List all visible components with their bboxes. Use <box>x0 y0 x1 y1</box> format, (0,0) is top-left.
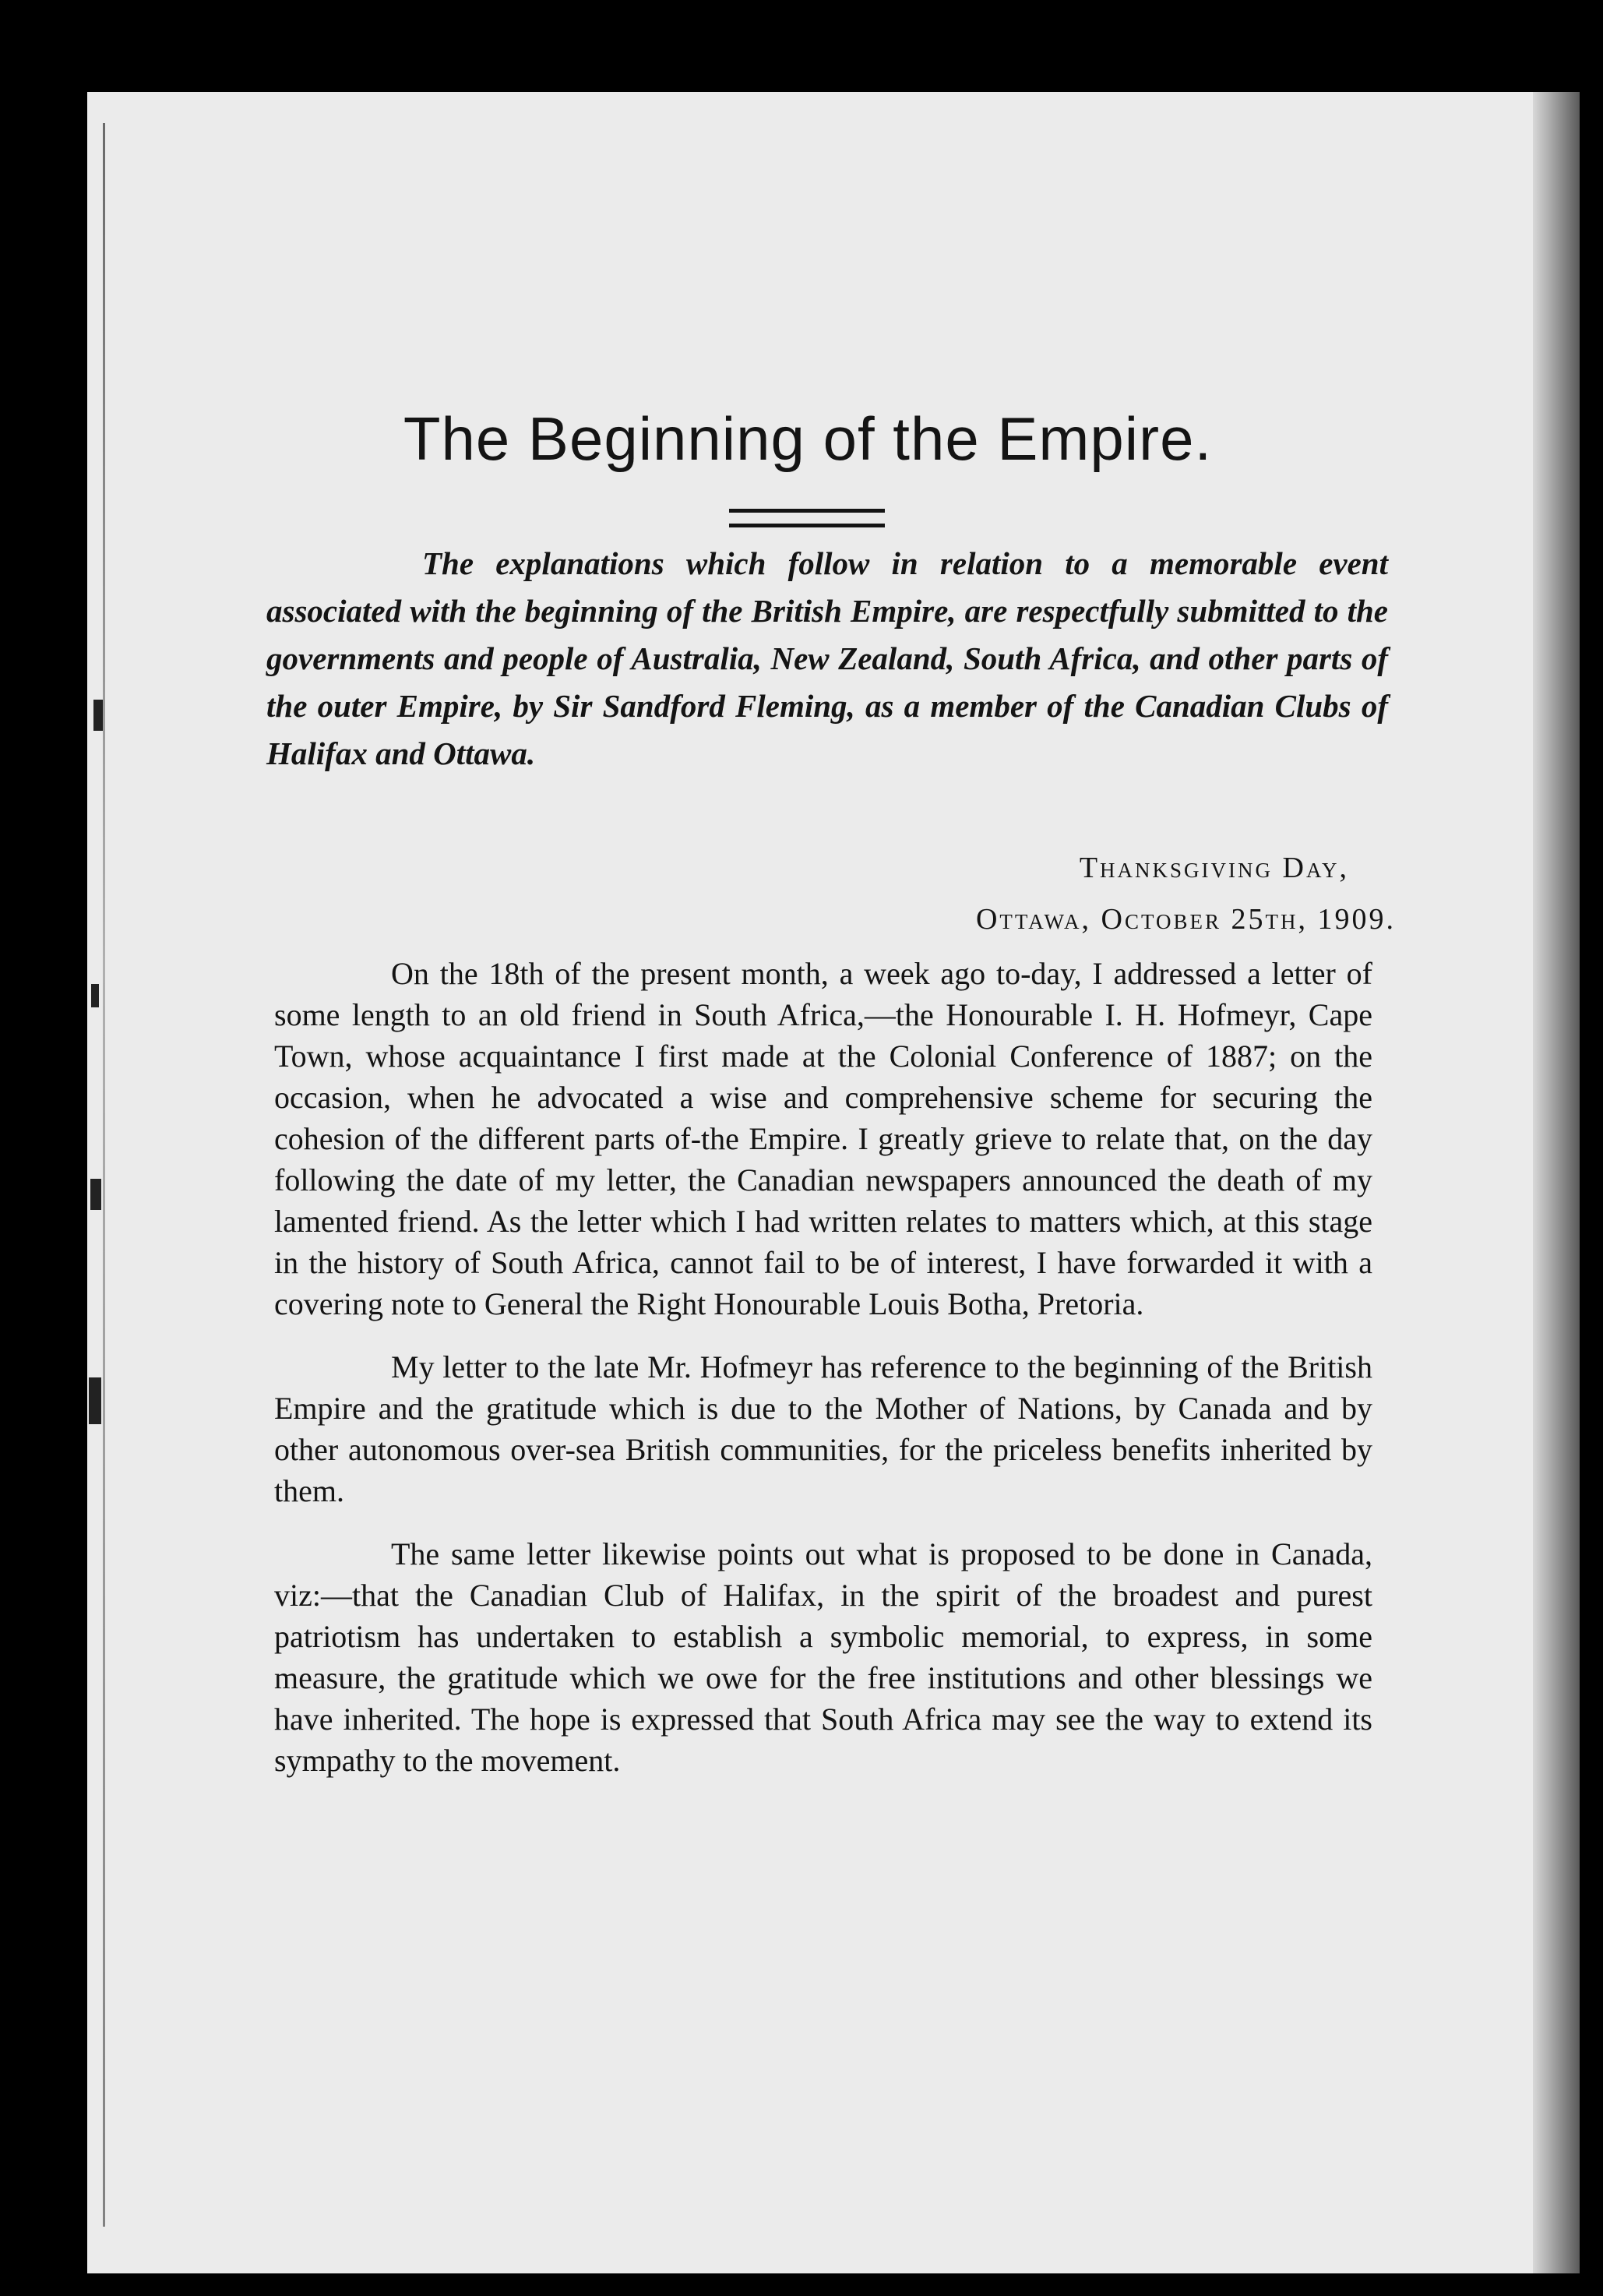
margin-line <box>103 123 105 2227</box>
margin-mark <box>90 1179 101 1210</box>
dateline-day: Thanksgiving Day, <box>1079 852 1349 884</box>
margin-mark <box>93 700 103 731</box>
page-edge <box>1533 92 1580 2273</box>
intro-paragraph: The explanations which follow in relation to a memorable event associated with the beginning of the British Empire, are respectfully submitted to the governments and people of Australia, New Zealand, South Africa, and other parts of the outer Empire, by Sir Sandford Fleming, as a member of the Canadian Clubs of Halifax and Ottawa. <box>266 545 1388 771</box>
document-title: The Beginning of the Empire. <box>403 404 1213 473</box>
body-paragraph: My letter to the late Mr. Hofmeyr has reference to the beginning of the British Empire and the gratitude which is due to the Mother of Nations, by Canada and by other autonomous over-sea British communities, for the priceless benefits inherited by them. <box>274 1349 1372 1508</box>
body-text <box>274 953 1372 1803</box>
body-paragraph: The same letter likewise points out what is proposed to be done in Canada, viz:—that the Canadian Club of Halifax, in the spirit of the broadest and purest patriotism has undertaken to establish a symbolic memorial, to express, in some measure, the gratitude which we owe for the free institutions and other blessings we have inherited. The hope is expressed that South Africa may see the way to extend its sympathy to the movement. <box>274 1536 1372 1778</box>
margin-mark <box>91 984 99 1007</box>
body-paragraph: On the 18th of the present month, a week ago to-day, I addressed a letter of some length to an old friend in South Africa,—the Honourable I. H. Hofmeyr, Cape Town, whose acquaintance I first made at the Colonial Conference of 1887; on the occasion, when he advocated a wise and comprehensive scheme for securing the cohesion of the different parts of-the Empire. I greatly grieve to relate that, on the day following the date of my letter, the Canadian newspapers announced the death of my lamented friend. As the letter which I had written relates to matters which, at this stage in the history of South Africa, cannot fail to be of interest, I have forwarded it with a covering note to General the Right Honourable Louis Botha, Pretoria. <box>274 956 1372 1321</box>
dateline-place-date: Ottawa, October 25th, 1909. <box>975 903 1396 936</box>
margin-mark <box>89 1377 101 1424</box>
dateline <box>866 842 1396 945</box>
document-page <box>87 92 1580 2273</box>
title-double-rule <box>729 509 885 527</box>
